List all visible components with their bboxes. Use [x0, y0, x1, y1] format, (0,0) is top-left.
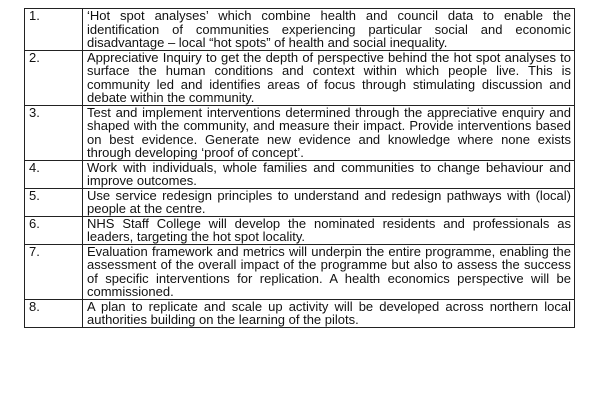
table-row [25, 188, 575, 216]
row-number: 5. [25, 188, 83, 216]
table-row [25, 50, 575, 105]
row-number: 7. [25, 244, 83, 299]
row-description: Use service redesign principles to understand and redesign pathways with (local) people at the centre. [83, 188, 575, 216]
row-number: 3. [25, 105, 83, 160]
table-row [25, 160, 575, 188]
table-row [25, 216, 575, 244]
row-number: 6. [25, 216, 83, 244]
row-description: Work with individuals, whole families and communities to change behaviour and improve outcomes. [83, 160, 575, 188]
programme-steps-table [24, 8, 575, 328]
row-description: NHS Staff College will develop the nominated residents and professionals as leaders, targeting the hot spot locality. [83, 216, 575, 244]
row-description: ‘Hot spot analyses’ which combine health and council data to enable the identification of communities experiencing particular social and economic disadvantage – local “hot spots” of health and social inequality. [83, 9, 575, 51]
table-row [25, 299, 575, 327]
row-description: Appreciative Inquiry to get the depth of perspective behind the hot spot analyses to surface the human conditions and context within which people live. This is community led and identifies areas of focus through stimulating discussion and debate within the community. [83, 50, 575, 105]
row-description: A plan to replicate and scale up activity will be developed across northern local authorities building on the learning of the pilots. [83, 299, 575, 327]
table-row [25, 244, 575, 299]
row-description: Test and implement interventions determined through the appreciative enquiry and shaped with the community, and measure their impact. Provide interventions based on best evidence. Generate new evidence and knowledge where none exists through developing ‘proof of concept’. [83, 105, 575, 160]
row-number: 2. [25, 50, 83, 105]
row-description: Evaluation framework and metrics will underpin the entire programme, enabling the assessment of the overall impact of the programme but also to assess the success of specific interventions for replication. A health economics perspective will be commissioned. [83, 244, 575, 299]
row-number: 1. [25, 9, 83, 51]
table-row [25, 9, 575, 51]
row-number: 8. [25, 299, 83, 327]
table-row [25, 105, 575, 160]
row-number: 4. [25, 160, 83, 188]
